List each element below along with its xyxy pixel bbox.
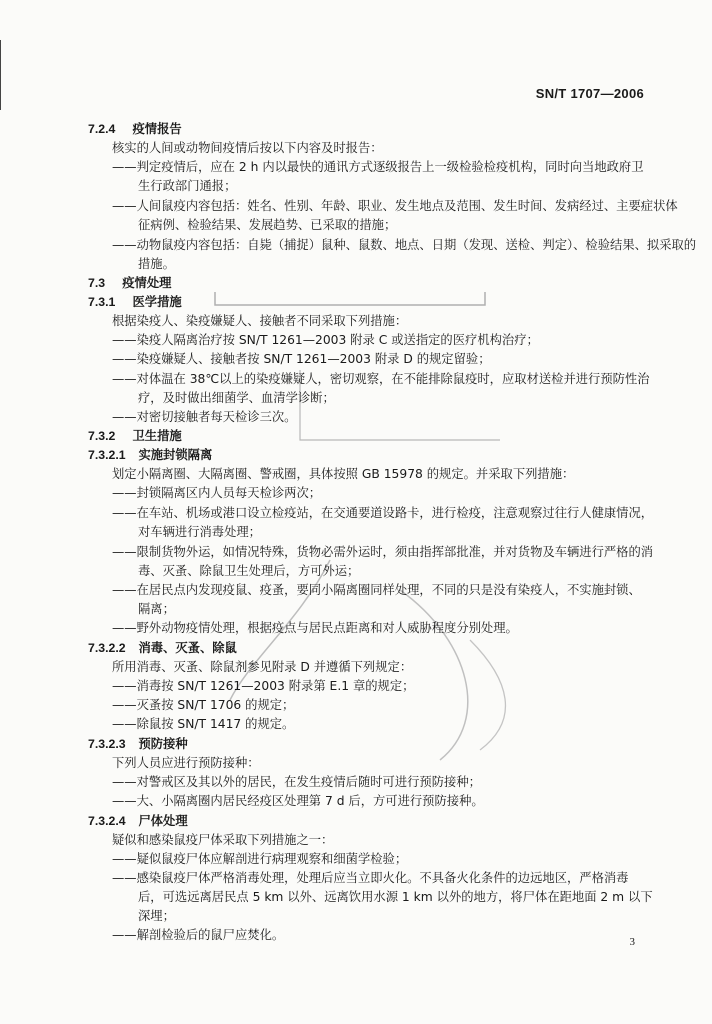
list-item: ——疑似鼠疫尸体应解剖进行病理观察和细菌学检验； xyxy=(112,852,408,866)
list-item: ——在居民点内发现疫鼠、疫蚤，要同小隔离圈同样处理，不同的只是没有染疫人，不实施封锁、 xyxy=(112,583,641,597)
list-item-cont: 深埋； xyxy=(138,909,175,923)
list-item: ——染疫嫌疑人、接触者按 SN/T 1261—2003 附录 D 的规定留验； xyxy=(112,352,491,366)
list-item: ——消毒按 SN/T 1261—2003 附录第 E.1 章的规定； xyxy=(112,679,415,693)
section-7-3-2-3-heading: 7.3.2.3 预防接种 xyxy=(88,737,188,751)
list-item-cont: 措施。 xyxy=(138,257,175,271)
list-item-cont: 对车辆进行消毒处理； xyxy=(138,525,261,539)
section-7-3-2-1-heading: 7.3.2.1 实施封锁隔离 xyxy=(88,448,213,462)
section-7-3-2-2-heading: 7.3.2.2 消毒、灭蚤、除鼠 xyxy=(88,641,237,655)
list-item: ——人间鼠疫内容包括：姓名、性别、年龄、职业、发生地点及范围、发生时间、发病经过、主要症状体 xyxy=(112,199,678,213)
paragraph: 所用消毒、灭蚤、除鼠剂参见附录 D 并遵循下列规定： xyxy=(112,660,413,674)
list-item-cont: 疗，及时做出细菌学、血清学诊断； xyxy=(138,391,335,405)
list-item: ——大、小隔离圈内居民经疫区处理第 7 d 后，方可进行预防接种。 xyxy=(112,794,484,808)
list-item: ——动物鼠疫内容包括：自毙（捕捉）鼠种、鼠数、地点、日期（发现、送检、判定）、检验结果、拟采取的 xyxy=(112,238,697,252)
list-item: ——在车站、机场或港口设立检疫站，在交通要道设路卡，进行检疫，注意观察过往行人健康情况， xyxy=(112,506,654,520)
section-7-3-2-heading: 7.3.2 卫生措施 xyxy=(88,429,182,443)
paragraph: 疑似和感染鼠疫尸体采取下列措施之一： xyxy=(112,833,334,847)
list-item: ——野外动物疫情处理，根据疫点与居民点距离和对人威胁程度分别处理。 xyxy=(112,621,518,635)
list-item: ——对密切接触者每天检诊三次。 xyxy=(112,410,297,424)
page-number: 3 xyxy=(629,936,635,948)
paragraph: 核实的人间或动物间疫情后按以下内容及时报告： xyxy=(112,141,383,155)
list-item-cont: 隔离； xyxy=(138,602,175,616)
list-item-cont: 后，可选远离居民点 5 km 以外、远离饮用水源 1 km 以外的地方，将尸体在距地面 2 m 以下 xyxy=(138,890,653,904)
list-item: ——除鼠按 SN/T 1417 的规定。 xyxy=(112,717,295,731)
list-item: ——判定疫情后，应在 2 h 内以最快的通讯方式逐级报告上一级检验检疫机构，同时向当地政府卫 xyxy=(112,160,644,174)
list-item: ——对警戒区及其以外的居民，在发生疫情后随时可进行预防接种； xyxy=(112,775,481,789)
list-item-cont: 毒、灭蚤、除鼠卫生处理后，方可外运； xyxy=(138,564,360,578)
paragraph: 根据染疫人、染疫嫌疑人、接触者不同采取下列措施： xyxy=(112,314,408,328)
section-7-3-heading: 7.3 疫情处理 xyxy=(88,276,172,290)
paragraph: 下列人员应进行预防接种： xyxy=(112,756,260,770)
list-item: ——灭蚤按 SN/T 1706 的规定； xyxy=(112,698,295,712)
paragraph: 划定小隔离圈、大隔离圈、警戒圈，具体按照 GB 15978 的规定。并采取下列措施： xyxy=(112,467,575,481)
list-item: ——感染鼠疫尸体严格消毒处理，处理后应当立即火化。不具备火化条件的边远地区，严格消毒 xyxy=(112,871,629,885)
list-item: ——解剖检验后的鼠尸应焚化。 xyxy=(112,928,285,942)
section-7-2-4-heading: 7.2.4 疫情报告 xyxy=(88,122,182,136)
standard-code: SN/T 1707—2006 xyxy=(535,86,644,101)
section-7-3-1-heading: 7.3.1 医学措施 xyxy=(88,295,182,309)
list-item-cont: 生行政部门通报； xyxy=(138,179,237,193)
list-item: ——染疫人隔离治疗按 SN/T 1261—2003 附录 C 或送指定的医疗机构治疗； xyxy=(112,333,539,347)
list-item-cont: 征病例、检验结果、发展趋势、已采取的措施； xyxy=(138,218,397,232)
list-item: ——对体温在 38℃以上的染疫嫌疑人，密切观察，在不能排除鼠疫时，应取材送检并进行预防性治 xyxy=(112,372,650,386)
list-item: ——封锁隔离区内人员每天检诊两次； xyxy=(112,486,322,500)
list-item: ——限制货物外运，如情况特殊，货物必需外运时，须由指挥部批准，并对货物及车辆进行严格的消 xyxy=(112,545,654,559)
section-7-3-2-4-heading: 7.3.2.4 尸体处理 xyxy=(88,814,188,828)
